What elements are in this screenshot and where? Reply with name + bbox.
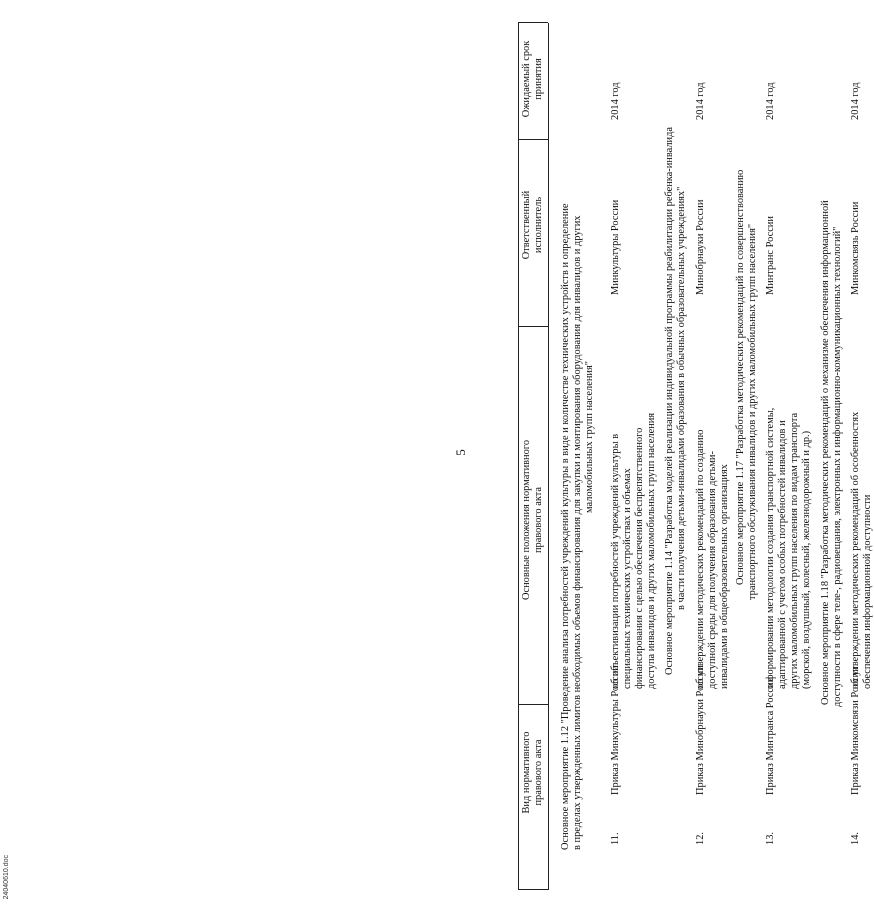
row-deadline: 2014 год <box>610 82 621 120</box>
page-number: 5 <box>453 449 468 456</box>
section-title-line: Основное мероприятие 1.14 "Разработка моделей реализации индивидуальной программы реабилитации ребенка-инвалида <box>664 127 675 675</box>
header-content: Основные положения нормативного правового акта <box>521 439 544 601</box>
row-content-line: о формировании методологии создания транспортной системы, <box>765 407 776 689</box>
row-act-kind: Приказ Минобрнауки России <box>695 665 706 795</box>
row-content-line: (морской, воздушный, колесный, железнодорожный и др.) <box>801 430 812 689</box>
table-header-bottom-border <box>548 23 549 890</box>
row-content-line: других маломобильных групп населения по видам транспорта <box>789 412 800 689</box>
row-act-kind: Приказ Минкультуры России <box>610 665 621 795</box>
file-name-footer: 24040610.doc <box>3 854 10 899</box>
row-content-line: доступной среды для получения образования детьми- <box>707 451 718 689</box>
row-deadline: 2014 год <box>765 82 776 120</box>
row-act-kind: Приказ Минкомсвязи России <box>850 666 861 795</box>
col-divider-3 <box>518 326 548 327</box>
row-content-line: адаптированной с учетом особых потребностей инвалидов и <box>777 420 788 689</box>
col-divider-2 <box>518 704 548 705</box>
row-content-line: об утверждении методических рекомендаций по созданию <box>695 429 706 689</box>
row-executor: Минобрнауки России <box>695 199 706 295</box>
col-divider-4 <box>518 139 548 140</box>
row-executor: Минкомсвязь России <box>850 201 861 295</box>
section-title-line: Основное мероприятие 1.18 "Разработка методических рекомендаций о механизме обеспечения информационной <box>820 200 831 705</box>
table-top-border <box>518 23 519 890</box>
row-content-line: инвалидами в общеобразовательных организациях <box>719 464 730 689</box>
section-title-line: в части получения детьми-инвалидами образования в обычных образовательных учреждениях" <box>676 186 687 610</box>
row-content-line: специальных технических устройствах и объемах <box>622 468 633 689</box>
col-divider-1 <box>518 889 548 890</box>
section-title-line: в пределах утвержденных лимитов необходимых объемов финансирования для закупки и монтирования оборудования для инвалидов и других <box>572 215 583 850</box>
row-content-line: доступа инвалидов и других маломобильных групп населения <box>646 412 657 689</box>
row-executor: Минтранс России <box>765 216 776 295</box>
row-number: 14. <box>850 832 861 845</box>
section-title-line: маломобильных групп населения" <box>584 361 595 513</box>
section-title-line: доступности в сфере теле-, радиовещания, электронных и информационно-коммуникационных технологий" <box>832 226 843 707</box>
section-title-line: Основное мероприятие 1.12 "Проведение анализа потребностей учреждений культуры в виде и количестве технических устройств и определение <box>560 203 571 850</box>
row-content-line: финансирования с целью обеспечения беспрепятственного <box>634 427 645 689</box>
col-divider-5 <box>518 22 548 23</box>
row-content-line: обеспечения информационной доступности <box>862 494 873 689</box>
row-content-line: об утверждении методических рекомендаций об особенностях <box>850 411 861 689</box>
header-deadline: Ожидаемый срок принятия <box>521 40 544 118</box>
row-number: 12. <box>695 832 706 845</box>
row-executor: Минкультуры России <box>610 199 621 295</box>
section-title-line: Основное мероприятие 1.17 "Разработка методических рекомендаций по совершенствованию <box>735 169 746 585</box>
row-number: 11. <box>610 832 621 845</box>
row-deadline: 2014 год <box>850 82 861 120</box>
row-content-line: об объективизации потребностей учреждений культуры в <box>610 433 621 689</box>
section-title-line: транспортного обслуживания инвалидов и других маломобильных групп населения" <box>747 223 758 600</box>
row-act-kind: Приказ Минтранса России <box>765 676 776 795</box>
row-number: 13. <box>765 832 776 845</box>
row-deadline: 2014 год <box>695 82 706 120</box>
header-executor: Ответственный исполнитель <box>521 190 544 260</box>
header-kind: Вид нормативного правового акта <box>521 731 544 814</box>
